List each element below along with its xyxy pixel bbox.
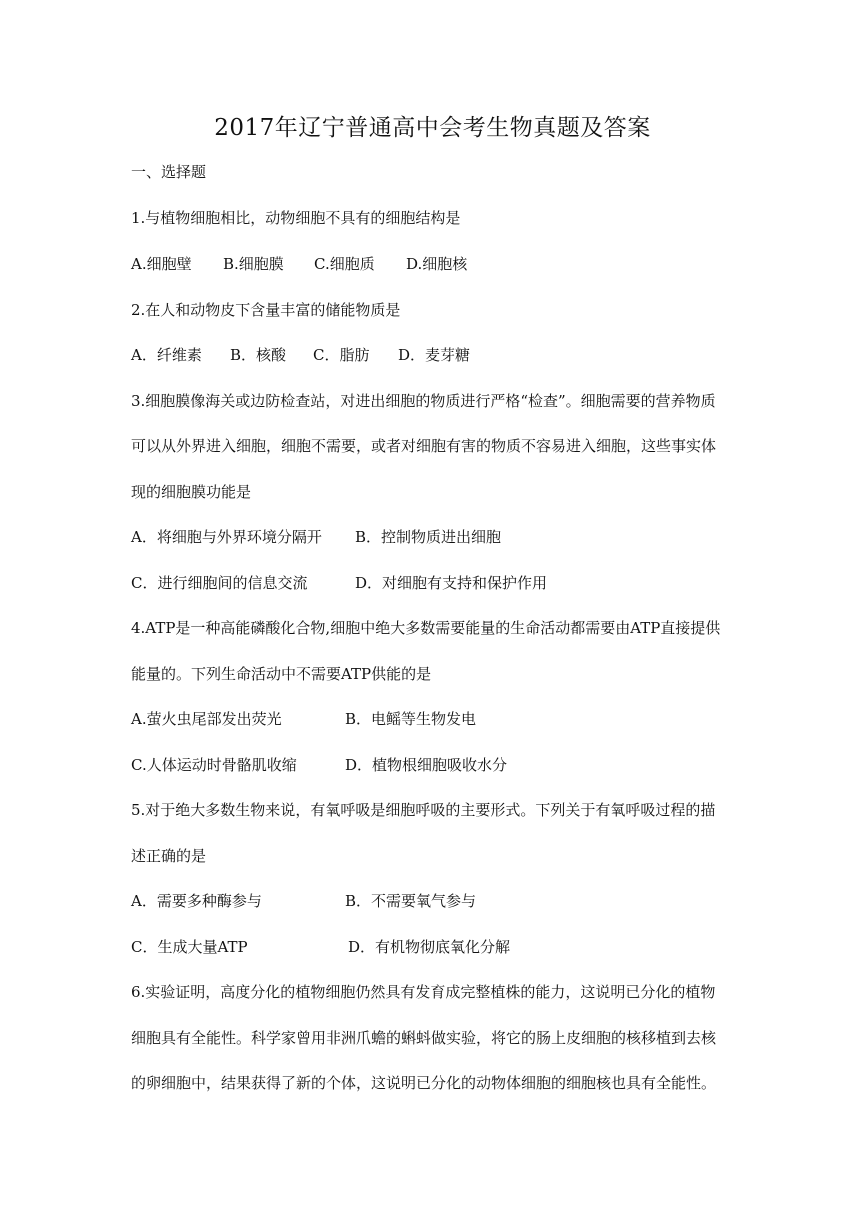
option-b: B.细胞膜 — [223, 255, 284, 273]
option-b: B．核酸 — [230, 346, 287, 364]
question-5-options-row-1 — [131, 890, 476, 912]
option-c: C．进行细胞间的信息交流 — [131, 574, 308, 592]
question-3-options-row-1 — [131, 526, 501, 548]
option-b: B．电鳐等生物发电 — [345, 710, 477, 728]
option-a: A．将细胞与外界环境分隔开 — [131, 528, 322, 546]
question-5-options-row-2 — [131, 936, 510, 958]
option-c: C．脂肪 — [313, 346, 370, 364]
option-d: D．有机物彻底氧化分解 — [348, 938, 511, 956]
question-4-options-row-2 — [131, 754, 507, 776]
question-4-stem-line-1: 4.ATP是一种高能磷酸化合物,细胞中绝大多数需要能量的生命活动都需要由ATP直接提供 — [131, 619, 721, 637]
question-2-options — [131, 344, 470, 366]
option-c: C．生成大量ATP — [131, 938, 248, 956]
option-d: D.细胞核 — [406, 255, 468, 273]
question-1-options — [131, 253, 467, 275]
option-b: B．控制物质进出细胞 — [355, 528, 502, 546]
question-3-stem-line-1: 3.细胞膜像海关或边防检查站，对进出细胞的物质进行严格“检查”。细胞需要的营养物质 — [131, 392, 716, 410]
page-title: 2017年辽宁普通高中会考生物真题及答案 — [214, 115, 651, 141]
section-heading: 一、选择题 — [131, 163, 207, 181]
question-6-stem-line-1: 6.实验证明，高度分化的植物细胞仍然具有发育成完整植株的能力，这说明已分化的植物 — [131, 983, 716, 1001]
question-2-stem: 2.在人和动物皮下含量丰富的储能物质是 — [131, 301, 401, 319]
question-4-stem-line-2: 能量的。下列生命活动中不需要ATP供能的是 — [131, 665, 432, 683]
option-a: A.细胞壁 — [131, 255, 192, 273]
option-d: D．麦芽糖 — [398, 346, 471, 364]
question-4-options-row-1 — [131, 708, 476, 730]
option-b: B．不需要氧气参与 — [345, 892, 477, 910]
question-1-stem: 1.与植物细胞相比，动物细胞不具有的细胞结构是 — [131, 209, 461, 227]
option-a: A．需要多种酶参与 — [131, 892, 262, 910]
question-3-stem-line-2: 可以从外界进入细胞，细胞不需要，或者对细胞有害的物质不容易进入细胞，这些事实体 — [131, 437, 717, 455]
question-3-stem-line-3: 现的细胞膜功能是 — [131, 483, 252, 501]
option-a: A．纤维素 — [131, 346, 202, 364]
question-3-options-row-2 — [131, 572, 547, 594]
option-a: A.萤火虫尾部发出荧光 — [131, 710, 282, 728]
option-d: D．对细胞有支持和保护作用 — [355, 574, 548, 592]
question-5-stem-line-2: 述正确的是 — [131, 847, 207, 865]
option-c: C.细胞质 — [314, 255, 375, 273]
option-c: C.人体运动时骨骼肌收缩 — [131, 756, 297, 774]
question-6-stem-line-2: 细胞具有全能性。科学家曾用非洲爪蟾的蝌蚪做实验，将它的肠上皮细胞的核移植到去核 — [131, 1029, 717, 1047]
question-5-stem-line-1: 5.对于绝大多数生物来说，有氧呼吸是细胞呼吸的主要形式。下列关于有氧呼吸过程的描 — [131, 801, 716, 819]
option-d: D．植物根细胞吸收水分 — [345, 756, 508, 774]
question-6-stem-line-3: 的卵细胞中，结果获得了新的个体，这说明已分化的动物体细胞的细胞核也具有全能性。 — [131, 1074, 717, 1092]
